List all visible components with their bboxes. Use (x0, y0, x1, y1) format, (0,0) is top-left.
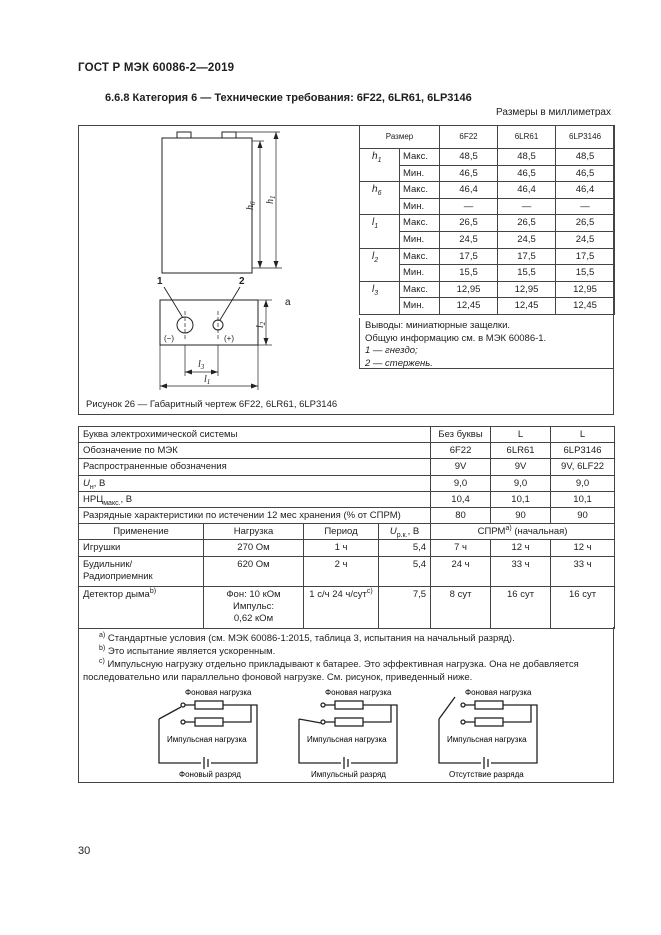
dim-row-h6-min: Мин. — — — (360, 198, 615, 215)
dim-label-l2: l (255, 325, 266, 328)
dim-row-l3-max: $l_3$ Макс. 12,95 12,95 12,95 (360, 281, 615, 298)
header-6lr61: 6LR61 (498, 126, 556, 149)
circuit1-pulse-load-label: Импульсная нагрузка (167, 735, 247, 744)
dim-row-l1-max: $l_1$ Макс. 26,5 26,5 26,5 (360, 215, 615, 232)
dimensions-table (359, 125, 615, 315)
dim-symbol-h1: $h_1$ (360, 149, 400, 182)
header-size: Размер (360, 126, 440, 149)
dim-row-h1-min: Мин. 46,5 46,5 46,5 (360, 165, 615, 182)
footnote-a: $^{a)}$ Стандартные условия (см. МЭК 60086-1:2015, таблица 3, испытания на начальный разряд). (99, 631, 515, 644)
dim-row-l1-min: Мин. 24,5 24,5 24,5 (360, 231, 615, 248)
figure-label-a: а (285, 297, 291, 308)
dim-symbol-l2: $l_2$ (360, 248, 400, 281)
svg-text:l2: $l_2$ (255, 321, 267, 328)
circuit1-background-load-label: Фоновая нагрузка (185, 688, 252, 697)
row-storage-discharge: Разрядные характеристики по истечении 12 мес хранения (% от СПРМ) 80 90 90 (79, 508, 615, 524)
circuit-no-discharge (429, 687, 554, 779)
circuit-background-discharge (149, 687, 274, 779)
dim-row-h1-max: $h_1$ Макс. 48,5 48,5 48,5 (360, 149, 615, 166)
svg-text:h6: $h_6$ (245, 201, 257, 210)
section-title: 6.6.8 Категория 6 — Технические требования: 6F22, 6LR61, 6LP3146 (105, 92, 472, 104)
minus-terminal-label: (−) (164, 334, 174, 343)
footnotes-box (78, 627, 614, 783)
dim-row-l2-max: $l_2$ Макс. 17,5 17,5 17,5 (360, 248, 615, 265)
header-6lp3146: 6LP3146 (556, 126, 615, 149)
callout-1: 1 (157, 276, 163, 287)
dim-symbol-l3: $l_3$ (360, 281, 400, 314)
circuit3-caption: Отсутствие разряда (449, 770, 524, 779)
row-chem-system: Буква электрохимической системы Без буквы L L (79, 427, 615, 443)
svg-text:l1: $l_1$ (204, 374, 211, 386)
dim-label-l3: l (198, 359, 201, 370)
circuit3-pulse-load-label: Импульсная нагрузка (447, 735, 527, 744)
circuit2-pulse-load-label: Импульсная нагрузка (307, 735, 387, 744)
row-app-smoke-detector: Детектор дыма$^{b)}$ Фон: 10 кОм Импульс: 0,62 кОм 1 с/ч 24 ч/сут$^{c)}$ 7,5 8 сут 16 сут 16 сут (79, 586, 615, 628)
units-note: Размеры в миллиметрах (496, 107, 611, 118)
battery-drawing (140, 128, 360, 393)
terminal-notes (359, 318, 614, 369)
dim-label-h1: h (265, 199, 276, 204)
circuit3-background-load-label: Фоновая нагрузка (465, 688, 532, 697)
circuit-pulse-discharge (289, 687, 414, 779)
row-app-clock-radio: Будильник/ Радиоприемник 620 Ом 2 ч 5,4 24 ч 33 ч 33 ч (79, 556, 615, 586)
dim-symbol-h6: $h_6$ (360, 182, 400, 215)
dim-row-l3-min: Мин. 12,45 12,45 12,45 (360, 298, 615, 315)
row-iec-designation: Обозначение по МЭК 6F22 6LR61 6LP3146 (79, 443, 615, 459)
dim-symbol-l1: $l_1$ (360, 215, 400, 248)
note-socket: 1 — гнездо; (365, 345, 418, 356)
row-nominal-voltage: $U_н$, В 9,0 9,0 9,0 (79, 475, 615, 491)
note-rod: 2 — стержень. (365, 357, 433, 369)
dim-label-l1: l (204, 374, 207, 385)
dim-row-l2-min: Мин. 15,5 15,5 15,5 (360, 265, 615, 282)
figure-caption: Рисунок 26 — Габаритный чертеж 6F22, 6LR61, 6LP3146 (86, 399, 338, 410)
footnote-b: $^{b)}$ Это испытание является ускоренным. (99, 644, 276, 657)
circuit1-caption: Фоновый разряд (179, 770, 241, 779)
note-terminals: Выводы: миниатюрные защелки. (365, 320, 511, 331)
document-header: ГОСТ Р МЭК 60086-2—2019 (78, 62, 235, 74)
row-ocv-max: $НРЦ_{макс.}$, В 10,4 10,1 10,1 (79, 491, 615, 507)
svg-text:h1: $h_1$ (265, 195, 277, 204)
row-app-toys: Игрушки 270 Ом 1 ч 5,4 7 ч 12 ч 12 ч (79, 540, 615, 556)
callout-2: 2 (239, 276, 245, 287)
page-number: 30 (78, 845, 91, 857)
circuit2-background-load-label: Фоновая нагрузка (325, 688, 392, 697)
header-6f22: 6F22 (440, 126, 498, 149)
dim-label-h6: h (245, 205, 256, 210)
circuit2-caption: Импульсный разряд (311, 770, 386, 779)
note-general: Общую информацию см. в МЭК 60086-1. (365, 332, 547, 344)
characteristics-table (78, 426, 615, 629)
dim-row-h6-max: $h_6$ Макс. 46,4 46,4 46,4 (360, 182, 615, 199)
row-sub-headers: Применение Нагрузка Период $U_{р.к.}$, В СПРМ$^{a)}$ (начальная) (79, 524, 615, 540)
footnote-c: $^{c)}$ Импульсную нагрузку отдельно прикладывают к батарее. Это эффективная нагрузка. Она не добавляется последовательно или параллельно фоновой нагрузке. См. рисунок, приведенный ниже. (83, 657, 579, 683)
dimensions-header-row (360, 126, 615, 149)
plus-terminal-label: (+) (224, 334, 234, 343)
row-common-designation: Распространенные обозначения 9V 9V 9V, 6LF22 (79, 459, 615, 475)
svg-text:l3: $l_3$ (198, 359, 205, 371)
